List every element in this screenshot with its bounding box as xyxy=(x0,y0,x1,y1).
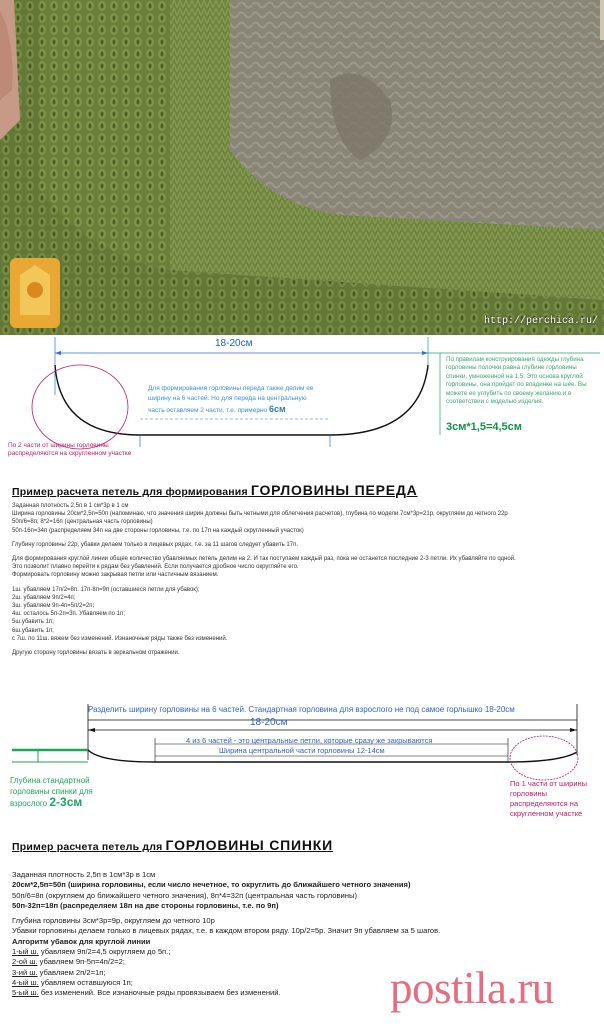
back-center-note-2: Ширина центральной части горловины 12-14см xyxy=(219,746,385,755)
text-line: Алгоритм убавок для круглой линии xyxy=(12,936,151,946)
back-section-heading: Пример расчета петель для ГОРЛОВИНЫ СПИНКИ xyxy=(12,837,333,853)
text-line: Заданная плотность 2,5п в 1 см*3р в 1 см xyxy=(12,503,129,509)
rounded-zone-circle xyxy=(32,365,128,449)
back-left-note: Глубина стандартной горловины спинки для взрослого 2-3см xyxy=(10,776,93,809)
watermark-url: http://perchica.ru/ xyxy=(483,316,598,327)
text-line: 1ш. убавляем 17п/2=8п. 17п-8п=9п (оставшиеся петли для убавок); xyxy=(12,586,200,593)
front-left-note: По 2 части от ширины горловины распределяются на скругленном участке xyxy=(8,442,132,457)
text-line: 4-ый ш. убавляем оставшуюся 1п; xyxy=(12,977,133,987)
text-line: Для формирования круглой линии общее количество убавляемых петель делим на 2. И так поступаем каждый раз, пока не останется последние 2-3 петли. Их убавляйте по одной. xyxy=(12,556,516,563)
text-line: Другую сторону горловины вязать в зеркальном отражении. xyxy=(12,650,180,657)
front-section-text xyxy=(12,502,602,657)
text-line: Глубина горловины 3см*3р=9р, округляем до четного 10р xyxy=(12,916,215,926)
text-line: с 7ш. по 11ш. вяжем без изменений. Изнаночные ряды также без изменений. xyxy=(12,635,228,642)
text-line: 2-ой ш. убавляем 9п-5п=4п/2=2; xyxy=(12,957,125,967)
front-width-label: 18-20см xyxy=(215,338,253,349)
back-rounded-zone-circle xyxy=(510,736,578,780)
text-line: 20см*2,5п=50п (ширина горловины, если число нечетное, то округлить до ближайшего четного значения) xyxy=(12,880,411,890)
text-line: 5ш.убавить 1п; xyxy=(12,619,54,626)
text-line: 2ш. убавляем 9п/2=4п; xyxy=(12,594,76,601)
text-line: 3ш. убавляем 9п-4п=5п/2=2п; xyxy=(12,603,95,610)
text-line: Формировать горловину можно закрывая петли или частичным вязанием. xyxy=(12,572,219,579)
back-center-note-1: 4 из 6 частей - это центральные петли, которые сразу же закрываются xyxy=(186,736,433,745)
text-line: 6ш.убавить 1п; xyxy=(12,627,54,634)
logo-icon xyxy=(10,258,60,328)
text-line: 1-ый ш. убавляем 9п/2=4,5 округляем до 5п.; xyxy=(12,947,171,957)
text-line: 50п-16п=34п (распределяем 34п на две стороны горловины, т.е. по 17п на каждый скругленный участок) xyxy=(12,527,304,534)
back-top-note: Разделить ширину горловины на 6 частей. Стандартная горловина для взрослого не под самое горлышко 18-20см xyxy=(88,705,515,714)
text-line: Убавки горловины делаем только в лицевых рядах, т.е. в каждом втором ряду. 10р/2=5р. Значит 9п убавляем за 5 шагов. xyxy=(12,926,441,936)
text-line: 4ш. осталось 5п-2п=3п. Убавляем по 1п; xyxy=(12,611,125,618)
front-right-note: По правилам конструирования одежды глубина горловины полочки равна глубине горловины спинки, умноженной на 1,5. Это основа круглой горловины, она пройдет по впадинке на шее. Вы можете ее углубить по своему желанию и в соответствии с моделью изделия. xyxy=(446,356,587,406)
postila-watermark: postila.ru xyxy=(390,963,554,1013)
text-line: Это позволит плавно перейти к рядам без убавлений. Если получается дробное число округляйте его. xyxy=(12,564,299,571)
back-width-label: 18-20см xyxy=(250,717,288,728)
text-line: 50п-32п=18п (распределяем 18п на две стороны горловины, т.е. по 9п) xyxy=(12,900,279,910)
front-depth-formula: 3см*1,5=4,5см xyxy=(446,421,522,433)
text-line: Глубину горловины 22р, убавки делаем только в лицевых рядах, т.е. за 11 шагов следует убавить 17п. xyxy=(12,541,299,548)
back-right-note: По 1 части от ширины горловины распределяются на скругленном участке xyxy=(510,779,588,818)
front-section-heading: Пример расчета петель для формирования ГОРЛОВИНЫ ПЕРЕДА xyxy=(12,482,418,498)
text-line: Заданная плотность 2,5п в 1см*3р в 1см xyxy=(12,870,156,879)
text-line: 50п/6=8п; 8*2=16п (центральная часть горловины) xyxy=(12,519,153,526)
front-middle-note: Для формирования горловины переда также делим ее ширину на 6 частей. Но для переда на центральную часть оставляем 2 части, т.е. примерно 6см xyxy=(148,385,314,414)
text-line: 50п/6=8п (округляем до ближайшего четного значения), 8п*4=32п (центральная часть горловины) xyxy=(12,890,357,900)
text-line: 3-ий ш. убавляем 2п/2=1п; xyxy=(12,967,106,977)
knitting-photo xyxy=(0,0,604,335)
text-line: Ширина горловины 20см*2,5п=50п (напоминаю, что значения ширин должны быть четными для облегчения расчетов), глубина по модели 7см*3р=21р, округляем до четного 22р xyxy=(12,511,508,518)
text-line: 5-ый ш. без изменений. Все изнаночные ряды провязываем без изменений. xyxy=(12,988,281,998)
